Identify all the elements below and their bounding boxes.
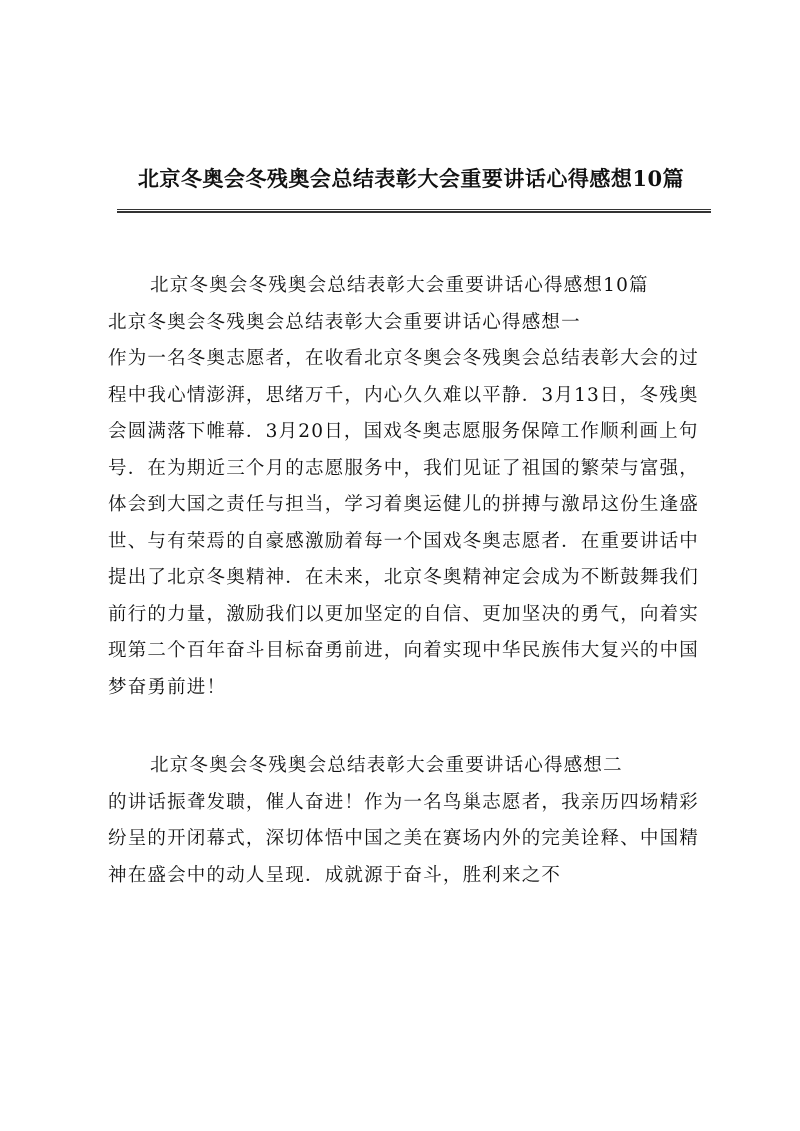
paragraph-gap bbox=[108, 706, 714, 748]
section-2-body: 的讲话振聋发聩，催人奋进！作为一名鸟巢志愿者，我亲历四场精彩纷呈的开闭幕式，深切体悟中国之美在赛场内外的完美诠释、中国精神在盛会中的动人呈现．成就源于奋斗，胜利来之不 bbox=[108, 791, 700, 886]
title-underline bbox=[117, 209, 711, 213]
section-1-body: 作为一名冬奥志愿者，在收看北京冬奥会冬残奥会总结表彰大会的过程中我心情澎湃，思绪万千，内心久久难以平静．3月13日，冬残奥会圆满落下帷幕．3月20日，国戏冬奥志愿服务保障工作顺利画上句号．在为期近三个月的志愿服务中，我们见证了祖国的繁荣与富强，体会到大国之责任与担当，学习着奥运健儿的拼搏与激昂这份生逢盛世、与有荣焉的自豪感激励着每一个国戏冬奥志愿者．在重要讲话中提出了北京冬奥精神．在未来，北京冬奥精神定会成为不断鼓舞我们前行的力量，激励我们以更加坚定的自信、更加坚决的勇气，向着实现第二个百年奋斗目标奋勇前进，向着实现中华民族伟大复兴的中国梦奋勇前进！ bbox=[108, 348, 700, 698]
section-1-heading: 北京冬奥会冬残奥会总结表彰大会重要讲话心得感想一 bbox=[108, 311, 581, 333]
document-body bbox=[108, 268, 714, 894]
document-title: 北京冬奥会冬残奥会总结表彰大会重要讲话心得感想10篇 bbox=[137, 166, 685, 191]
intro-heading: 北京冬奥会冬残奥会总结表彰大会重要讲话心得感想10篇 bbox=[150, 275, 649, 296]
section-2-heading: 北京冬奥会冬残奥会总结表彰大会重要讲话心得感想二 bbox=[150, 755, 623, 776]
